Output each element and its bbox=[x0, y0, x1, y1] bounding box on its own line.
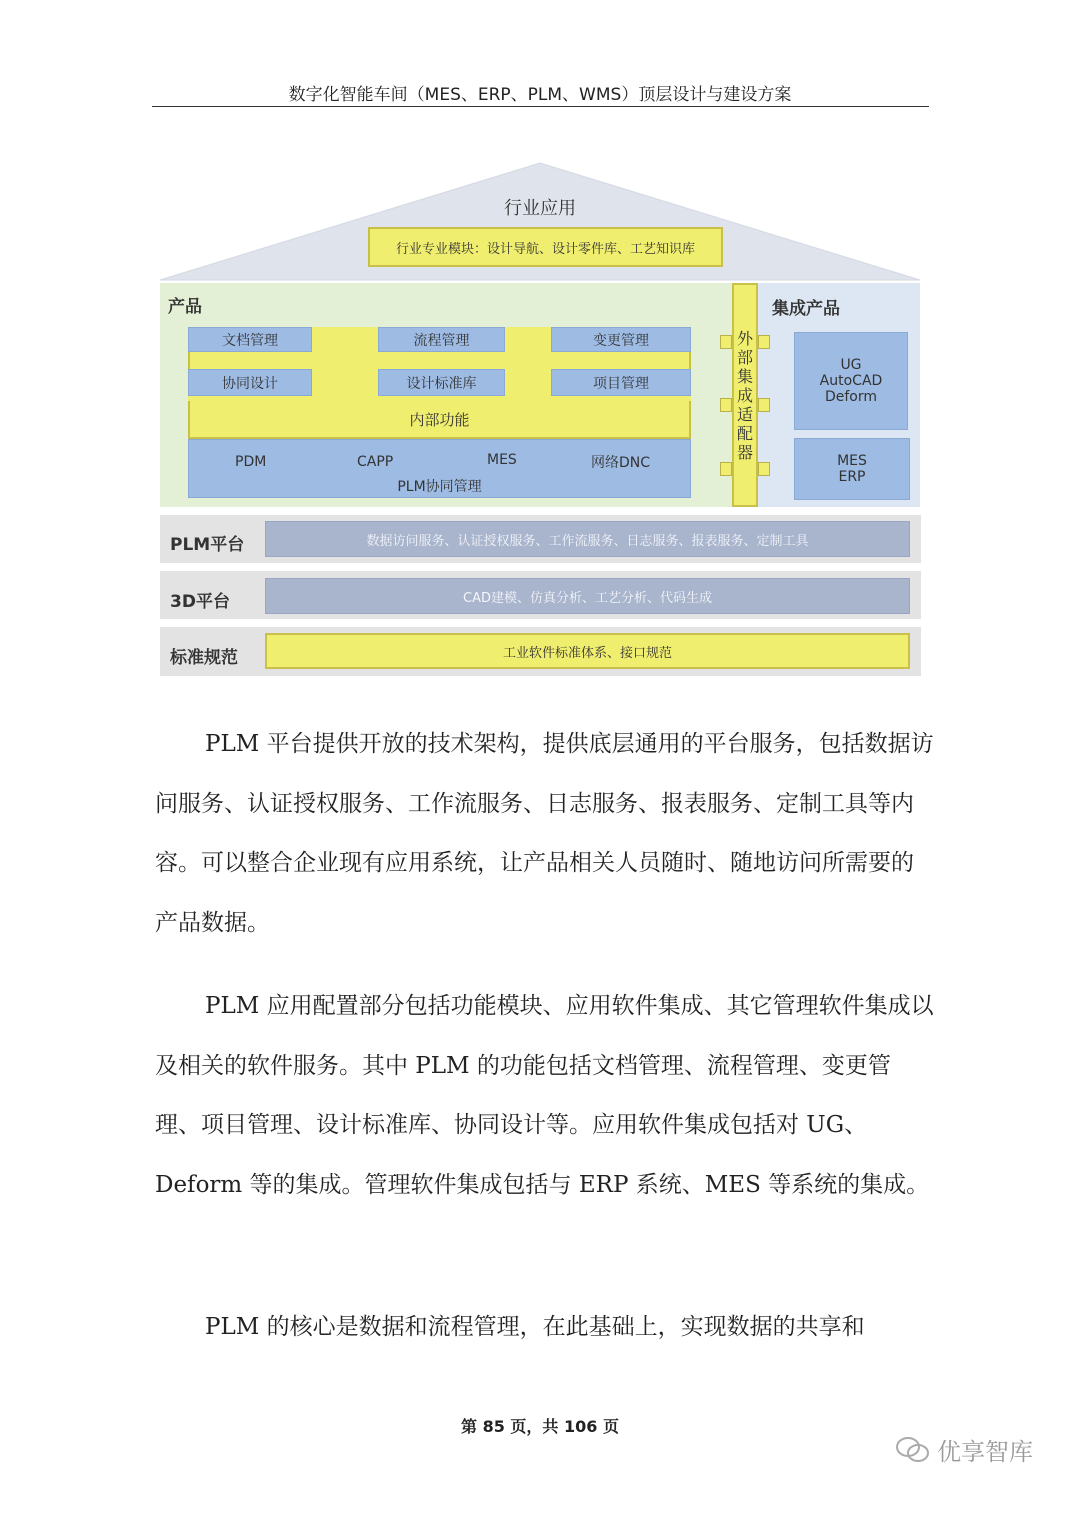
paragraph-3 bbox=[155, 1298, 935, 1358]
connector-right bbox=[758, 462, 770, 476]
integrated-box-cad bbox=[794, 332, 908, 430]
collab-item-pdm: PDM bbox=[235, 454, 267, 470]
3d-platform-label: 3D平台 bbox=[170, 592, 230, 612]
adapter-char: 集 bbox=[736, 366, 753, 386]
external-adapter bbox=[732, 283, 758, 507]
module-doc-mgmt: 文档管理 bbox=[188, 327, 312, 352]
adapter-char: 配 bbox=[736, 423, 753, 443]
page-number: 第 85 页，共 106 页 bbox=[461, 1417, 619, 1436]
cad-line: AutoCAD bbox=[819, 373, 883, 389]
adapter-char: 外 bbox=[736, 328, 753, 348]
wechat-icon bbox=[895, 1435, 931, 1465]
adapter-char: 适 bbox=[736, 404, 753, 424]
products-label: 产品 bbox=[168, 297, 202, 317]
connector-left bbox=[720, 462, 732, 476]
architecture-diagram bbox=[0, 0, 1080, 700]
adapter-char: 器 bbox=[736, 442, 753, 462]
industry-module-box: 行业专业模块：设计导航、设计零件库、工艺知识库 bbox=[368, 227, 723, 267]
connector-right bbox=[758, 398, 770, 412]
3d-platform-services: CAD建模、仿真分析、工艺分析、代码生成 bbox=[265, 578, 910, 614]
plm-collab-box bbox=[188, 439, 691, 498]
module-change-mgmt: 变更管理 bbox=[551, 327, 691, 352]
connector-left bbox=[720, 335, 732, 349]
cad-line: Deform bbox=[824, 389, 878, 405]
collab-item-dnc: 网络DNC bbox=[591, 455, 651, 471]
paragraph-2-text: PLM 应用配置部分包括功能模块、应用软件集成、其它管理软件集成以及相关的软件服务。其中 PLM 的功能包括文档管理、流程管理、变更管理、项目管理、设计标准库、协同设计等。应用软件集成包括对 UG、Deform 等的集成。管理软件集成包括与 ERP 系统、MES 等系统的集成。 bbox=[155, 993, 934, 1198]
module-process-mgmt: 流程管理 bbox=[378, 327, 505, 352]
standards-label: 标准规范 bbox=[170, 648, 238, 668]
paragraph-1 bbox=[155, 715, 935, 953]
plm-platform-services: 数据访问服务、认证授权服务、工作流服务、日志服务、报表服务、定制工具 bbox=[265, 521, 910, 557]
module-design-std-lib: 设计标准库 bbox=[378, 369, 505, 396]
adapter-char: 成 bbox=[736, 385, 753, 405]
integrated-label: 集成产品 bbox=[772, 299, 840, 319]
roof-title: 行业应用 bbox=[504, 198, 576, 219]
collab-label: PLM协同管理 bbox=[397, 479, 482, 495]
cad-line: UG bbox=[840, 357, 862, 373]
erp-line: MES bbox=[837, 453, 867, 469]
page-header: 数字化智能车间（MES、ERP、PLM、WMS）顶层设计与建设方案 bbox=[288, 85, 792, 105]
integrated-box-erp bbox=[794, 438, 910, 500]
module-project-mgmt: 项目管理 bbox=[551, 369, 691, 396]
watermark bbox=[895, 1432, 1033, 1467]
paragraph-1-text: PLM 平台提供开放的技术架构，提供底层通用的平台服务，包括数据访问服务、认证授权服务、工作流服务、日志服务、报表服务、定制工具等内容。可以整合企业现有应用系统，让产品相关人员随时、随地访问所需要的产品数据。 bbox=[155, 731, 934, 936]
internal-band bbox=[188, 351, 691, 371]
paragraph-3-text: PLM 的核心是数据和流程管理，在此基础上，实现数据的共享和 bbox=[205, 1314, 865, 1340]
internal-col-1 bbox=[312, 327, 378, 401]
connector-right bbox=[758, 335, 770, 349]
internal-col-2 bbox=[505, 327, 551, 401]
erp-line: ERP bbox=[838, 469, 866, 485]
collab-item-capp: CAPP bbox=[357, 454, 394, 470]
paragraph-2 bbox=[155, 977, 935, 1215]
watermark-text: 优享智库 bbox=[937, 1438, 1033, 1466]
collab-item-mes: MES bbox=[487, 452, 517, 468]
module-collab-design: 协同设计 bbox=[188, 369, 312, 396]
adapter-char: 部 bbox=[736, 347, 753, 367]
connector-left bbox=[720, 398, 732, 412]
plm-platform-label: PLM平台 bbox=[170, 535, 245, 555]
internal-function-bar: 内部功能 bbox=[188, 399, 691, 439]
standards-content: 工业软件标准体系、接口规范 bbox=[265, 633, 910, 669]
